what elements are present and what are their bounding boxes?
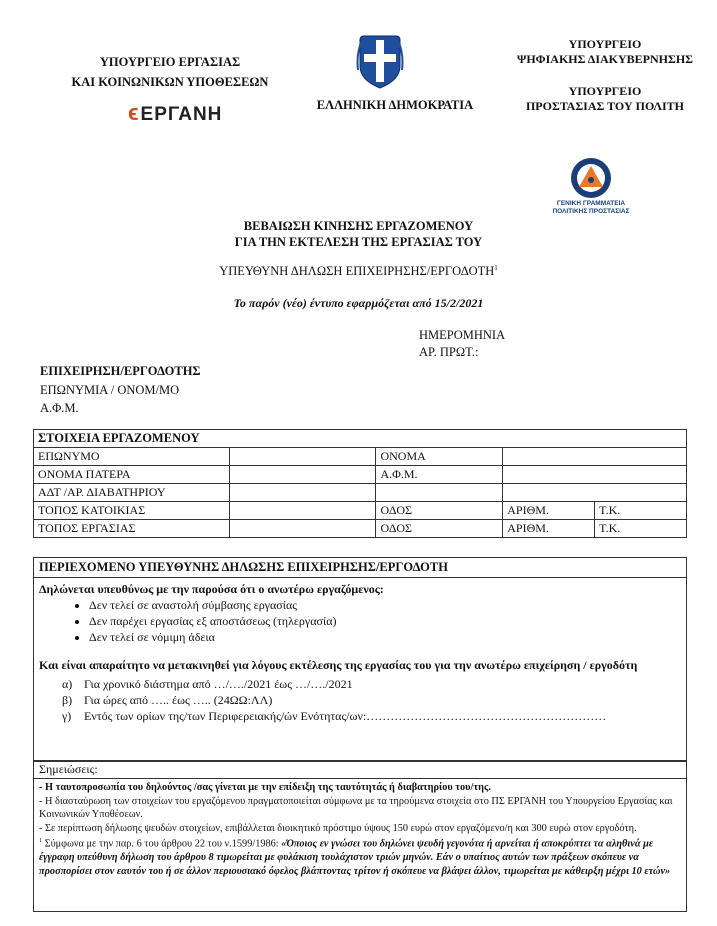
ministry-citizen-line2: ΠΡΟΣΤΑΣΙΑΣ ΤΟΥ ΠΟΛΙΤΗ [525, 99, 685, 113]
employee-title: ΣΤΟΙΧΕΙΑ ΕΡΓΑΖΟΜΕΝΟΥ [34, 430, 687, 448]
list-item: • Δεν τελεί σε νόμιμη άδεια [89, 629, 681, 645]
civil-protection-line1: ΓΕΝΙΚΗ ΓΡΑΜΜΑΤΕΙΑ [556, 200, 626, 207]
ministry-citizen-line1: ΥΠΟΥΡΓΕΙΟ [568, 84, 642, 98]
table-row [34, 466, 687, 484]
notes-title: Σημειώσεις: [34, 761, 686, 779]
note-1: - Η ταυτοπροσωπία του δηλούντος /σας γίνεται με την επίδειξη της ταυτότητάς ή διαβατηρίου του/της. [39, 782, 491, 793]
civil-protection-label [535, 200, 647, 216]
name-field[interactable] [503, 448, 687, 466]
employee-table [33, 429, 687, 538]
option-c-key: γ) [62, 709, 72, 723]
work-label: ΤΟΠΟΣ ΕΡΓΑΣΙΑΣ [34, 520, 230, 538]
list-item: • Δεν παρέχει εργασίας εξ αποστάσεως (τηλεργασία) [89, 613, 681, 629]
business-name-label: ΕΠΩΝΥΜΙΑ / ΟΝΟΜ/ΜΟ [40, 383, 180, 397]
note-3: - Σε περίπτωση δήλωσης ψευδών στοιχείων, επιβάλλεται διοικητικό πρόστιμο ύψους 150 ευρώ στον εργαζόμενο/η και 300 ευρώ στον εργοδότη. [39, 822, 637, 834]
necessity-statement: Και είναι απαραίτητο να μετακινηθεί για λόγους εκτέλεσης της εργασίας του για την ανωτέρω επιχείρηση / εργοδότη [39, 658, 638, 672]
ministry-digital-line1: ΥΠΟΥΡΓΕΙΟ [568, 37, 642, 51]
option-a-text: Για χρονικό διάστημα από …/…./2021 έως …/…./2021 [84, 677, 353, 691]
business-afm-label: Α.Φ.Μ. [40, 401, 79, 415]
options-list [39, 676, 681, 724]
ergani-logo [128, 100, 222, 126]
effective-note: Το παρόν (νέο) έντυπο εφαρμόζεται από 15/2/2021 [233, 296, 484, 310]
doc-subtitle [0, 264, 717, 279]
employee-afm-field[interactable] [503, 466, 687, 484]
doc-subtitle-text: ΥΠΕΥΘΥΝΗ ΔΗΛΩΣΗ ΕΠΙΧΕΙΡΗΣΗΣ/ΕΡΓΟΔΟΤΗ [219, 264, 495, 279]
father-label: ΟΝΟΜΑ ΠΑΤΕΡΑ [34, 466, 230, 484]
surname-field[interactable] [229, 448, 376, 466]
table-row [34, 502, 687, 520]
id-label: ΑΔΤ /ΑΡ. ΔΙΑΒΑΤΗΡΙΟΥ [34, 484, 230, 502]
father-field[interactable] [229, 466, 376, 484]
note-4-bold: «Όποιος εν γνώσει του δηλώνει ψευδή γεγονότα ή αρνείται ή αποκρύπτει τα αληθινά με έγγραφη υπεύθυνη δήλωση του άρθρου 8 τιμωρείται με φυλάκιση τουλάχιστον τριών μηνών. Εάν ο υπαίτιος αυτών των πράξεων σκόπευε να προσπορίσει στον εαυτόν του ή σε άλλον περιουσιακό όφελος βλάπτοντας τρίτον ή σκόπευε να βλάψει άλλον, τιμωρείται με κάθειρξη μέχρι 10 ετών» [39, 838, 671, 877]
hellenic-republic: ΕΛΛΗΝΙΚΗ ΔΗΜΟΚΡΑΤΙΑ [316, 98, 474, 112]
work-postal-label: Τ.Κ. [595, 520, 687, 538]
ergani-logo-text: ΕΡΓΑΝΗ [140, 104, 223, 125]
date-label: ΗΜΕΡΟΜΗΝΙΑ [419, 328, 506, 342]
option-a [39, 676, 681, 692]
employee-afm-label: Α.Φ.Μ. [376, 466, 503, 484]
civil-protection-logo-icon [563, 157, 619, 199]
name-label: ΟΝΟΜΑ [376, 448, 503, 466]
declaration-list [39, 597, 681, 645]
table-row [34, 520, 687, 538]
ministry-citizen-protection [505, 84, 705, 114]
business-title: ΕΠΙΧΕΙΡΗΣΗ/ΕΡΓΟΔΟΤΗΣ [40, 364, 201, 378]
work-number-label: ΑΡΙΘΜ. [503, 520, 595, 538]
option-c-text: Εντός των ορίων της/των Περιφερειακής/ών Ενότητας/ων:…………………………………………………… [84, 709, 607, 723]
list-item: • Δεν τελεί σε αναστολή σύμβασης εργασίας [89, 597, 681, 613]
doc-title-line1: ΒΕΒΑΙΩΣΗ ΚΙΝΗΣΗΣ ΕΡΓΑΖΟΜΕΝΟΥ [243, 219, 474, 233]
option-a-key: α) [62, 677, 73, 691]
ministry-labour-line2: ΚΑΙ ΚΟΙΝΩΝΙΚΩΝ ΥΠΟΘΕΣΕΩΝ [71, 75, 269, 89]
option-b-text: Για ώρες από ….. έως ….. (24ΩΩ:ΛΛ) [84, 693, 273, 707]
note-4-mark: 1 [39, 838, 42, 845]
notes-box [33, 760, 687, 912]
ministry-labour [40, 52, 300, 92]
declaration-box [33, 557, 687, 762]
note-4 [39, 835, 681, 878]
note-4-plain: Σύμφωνα με την παρ. 6 του άρθρου 22 του ν.1599/1986: [42, 838, 282, 850]
ministry-digital [505, 37, 705, 67]
greek-emblem-icon [356, 30, 404, 90]
note-2: - Η διασταύρωση των στοιχείων του εργαζόμενου πραγματοποιείται σύμφωνα με τα τηρούμενα στοιχεία στο ΠΣ ΕΡΓΑΝΗ του Υπουργείου Εργασίας και Κοινωνικών Υποθέσεων. [39, 795, 673, 821]
ministry-digital-line2: ΨΗΦΙΑΚΗΣ ΔΙΑΚΥΒΕΡΝΗΣΗΣ [516, 52, 694, 66]
protocol-label: ΑΡ. ΠΡΩΤ.: [419, 345, 479, 359]
doc-title-line2: ΓΙΑ ΤΗΝ ΕΚΤΕΛΕΣΗ ΤΗΣ ΕΡΓΑΣΙΑΣ ΤΟΥ [234, 235, 483, 249]
home-street-label: ΟΔΟΣ [376, 502, 503, 520]
home-postal-label: Τ.Κ. [595, 502, 687, 520]
declaration-statement: Δηλώνεται υπευθύνως με την παρούσα ότι ο ανωτέρω εργαζόμενος: [39, 582, 384, 596]
option-c [39, 708, 681, 724]
home-field[interactable] [229, 502, 376, 520]
option-b [39, 692, 681, 708]
declaration-title: ΠΕΡΙΕΧΟΜΕΝΟ ΥΠΕΥΘΥΝΗΣ ΔΗΛΩΣΗΣ ΕΠΙΧΕΙΡΗΣΗΣ/ΕΡΓΟΔΟΤΗ [34, 558, 686, 578]
home-number-label: ΑΡΙΘΜ. [503, 502, 595, 520]
ministry-labour-line1: ΥΠΟΥΡΓΕΙΟ ΕΡΓΑΣΙΑΣ [99, 55, 241, 69]
home-label: ΤΟΠΟΣ ΚΑΤΟΙΚΙΑΣ [34, 502, 230, 520]
work-street-label: ΟΔΟΣ [376, 520, 503, 538]
id-empty-2 [503, 484, 687, 502]
surname-label: ΕΠΩΝΥΜΟ [34, 448, 230, 466]
ergani-mark-icon: ϵ [128, 100, 140, 125]
option-b-key: β) [62, 693, 73, 707]
table-row [34, 484, 687, 502]
civil-protection-line2: ΠΟΛΙΤΙΚΗΣ ΠΡΟΣΤΑΣΙΑΣ [552, 208, 630, 215]
id-field[interactable] [229, 484, 376, 502]
id-empty [376, 484, 503, 502]
table-row [34, 430, 687, 448]
footnote-mark: 1 [494, 264, 498, 272]
table-row [34, 448, 687, 466]
work-field[interactable] [229, 520, 376, 538]
